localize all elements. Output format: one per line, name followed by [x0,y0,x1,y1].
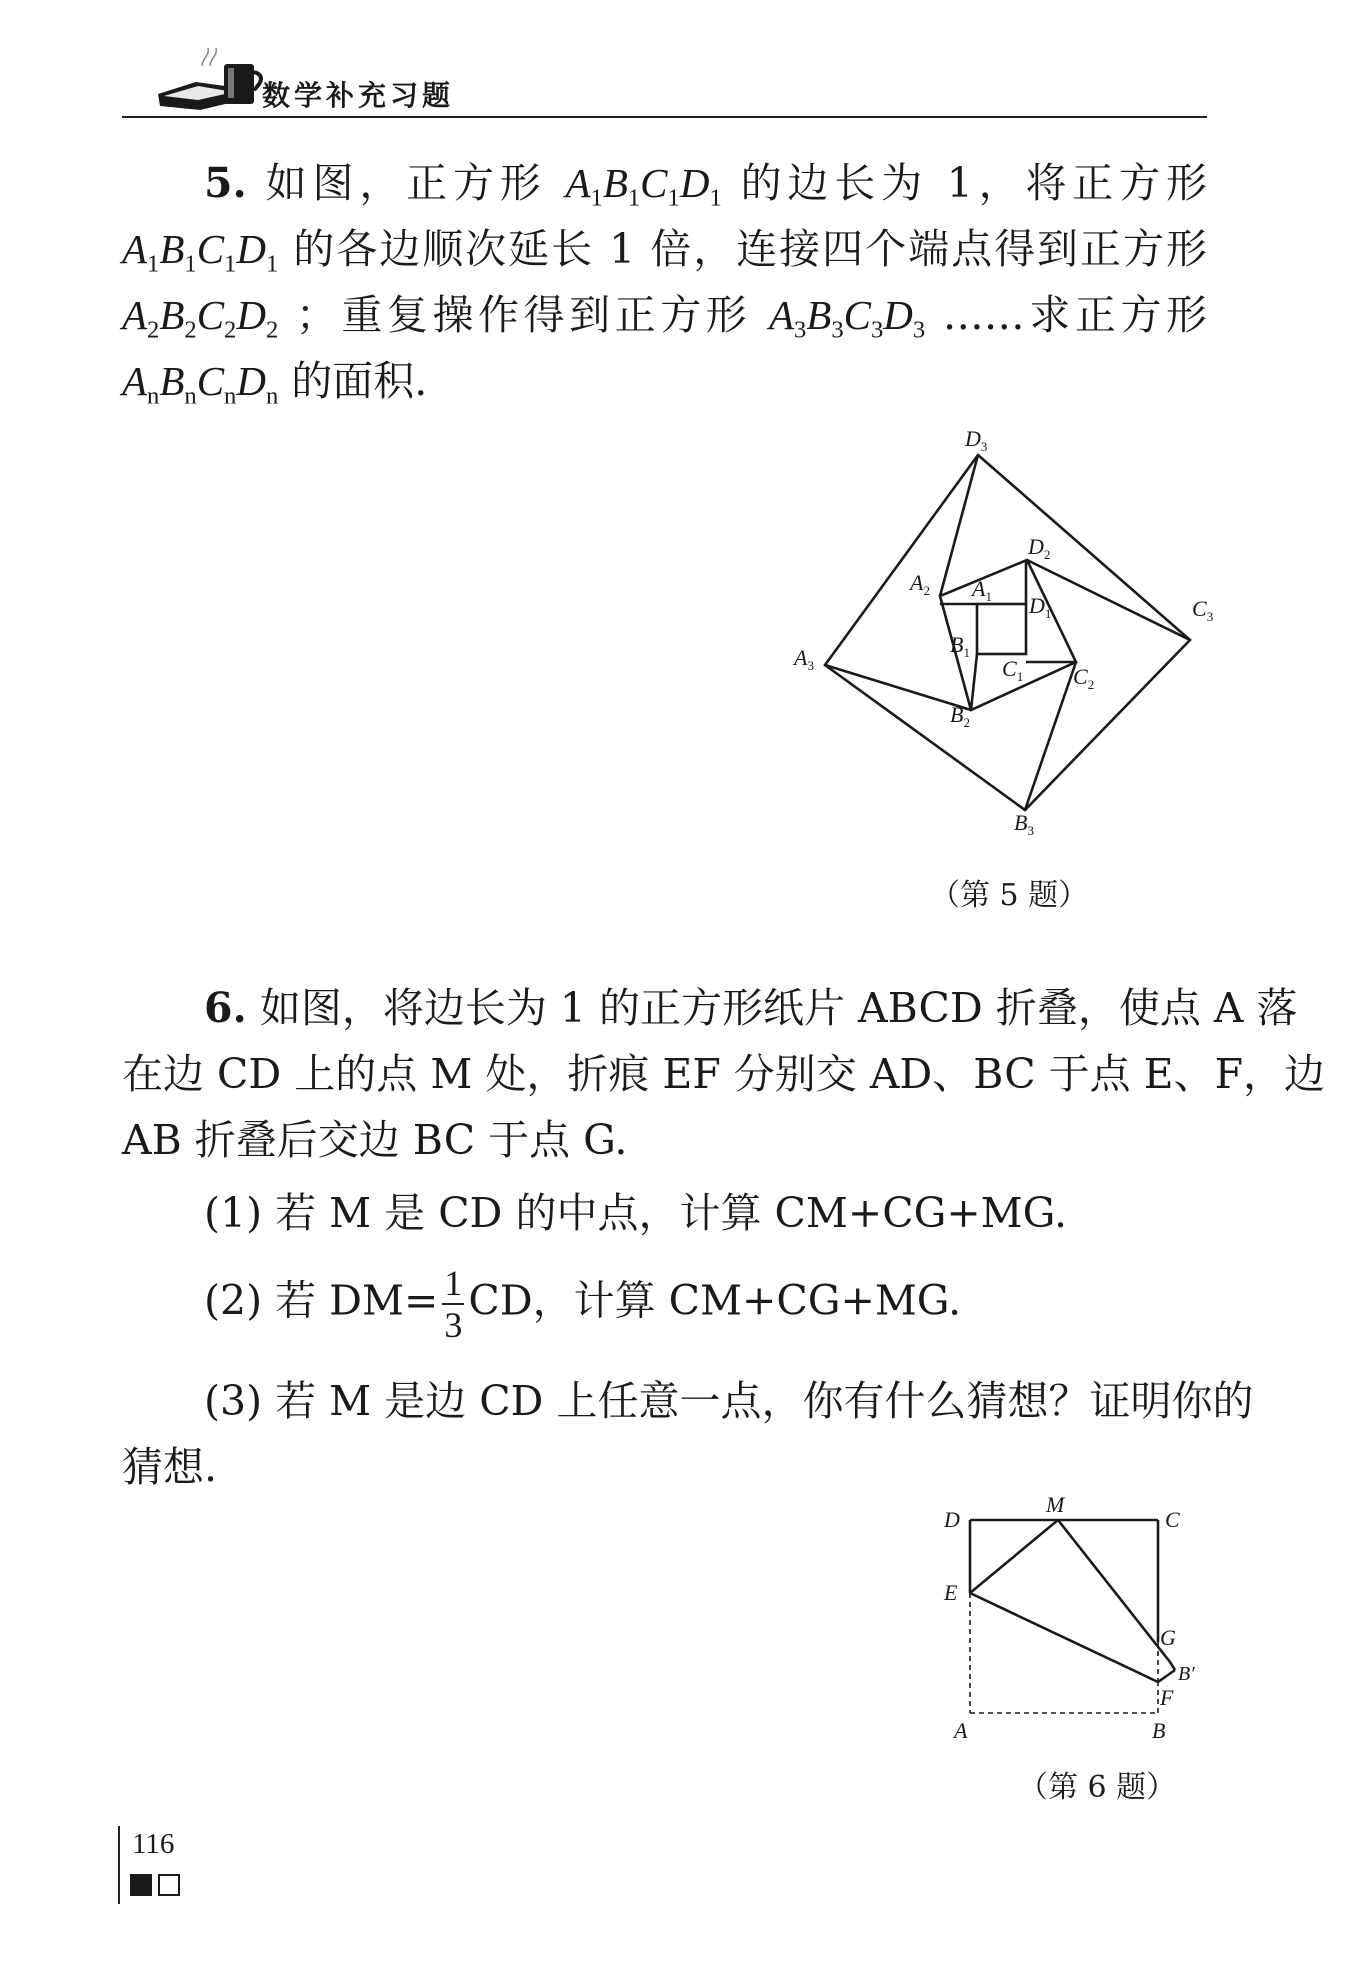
q5-text-2: 的边长为 1，将正方形 [740,159,1207,207]
q5-text-4: ；重复操作得到正方形 [295,291,752,339]
q6-part-2-text [122,1265,1207,1343]
q6-part-2-suffix: CD，计算 CM+CG+MG. [468,1276,962,1325]
header-title: 数学补充习题 [262,79,455,112]
label-c3: $C_3$ [1192,596,1214,624]
label-a3: $A_3$ [794,645,814,673]
label-c2: $C_2$ [1073,664,1095,692]
q6-part-2 [122,1265,1207,1343]
label-a: A [954,1718,968,1743]
label-c: C [1165,1507,1180,1532]
label-g: G [1160,1625,1176,1650]
label-d2: $D_2$ [1028,534,1051,562]
q6-text-1: 如图，将边长为 1 的正方形纸片 ABCD 折叠，使点 A 落 [259,984,1298,1032]
square-3 [825,455,1190,810]
fraction-one-third [442,1265,464,1343]
label-e: E [944,1580,958,1605]
figure-5-diagram [780,420,1220,840]
fraction-denominator: 3 [444,1305,463,1345]
label-b1: $B_1$ [950,632,970,660]
figure-6-caption: （第 6 题） [1018,1770,1177,1805]
q5-line-3 [122,282,1207,348]
q6-part-1-text: (1) 若 M 是 CD 的中点，计算 CM+CG+MG. [204,1189,1067,1237]
label-d3: $D_3$ [965,426,988,454]
label-f: F [1160,1685,1174,1710]
square-a1b1c1d1: $A_1B_1C_1D_1$ [565,160,722,212]
q6-part-3 [122,1368,1254,1500]
book-and-cup-icon [150,40,270,116]
label-d: D [944,1507,960,1532]
q6-line-3: AB 折叠后交边 BC 于点 G. [122,1116,628,1164]
label-a1: $A_1$ [972,576,992,604]
q6-part-3-text-2: 猜想. [122,1443,218,1491]
q6-line-1 [122,975,1298,1041]
square-anbncndn: $A_nB_nC_nD_n$ [122,358,279,410]
q5-text-1: 如图，正方形 [265,159,547,207]
square-a2b2c2d2: $A_2B_2C_2D_2$ [122,292,279,344]
label-c1: $C_1$ [1002,656,1024,684]
empty-square-icon [158,1874,180,1896]
page-header [122,40,1207,122]
q6-part-1 [122,1180,1207,1246]
q6-number: 6. [204,984,247,1032]
label-b2: $B_2$ [950,702,970,730]
figure-5-caption: （第 5 题） [930,878,1089,913]
footer-rule [118,1826,120,1904]
label-m: M [1046,1492,1065,1517]
q5-text-6: 的面积. [291,357,428,405]
label-a2: $A_2$ [910,570,930,598]
label-b: B [1152,1718,1166,1743]
q5-text-3: 的各边顺次延长 1 倍，连接四个端点得到正方形 [293,225,1207,273]
figure-6-diagram [930,1490,1195,1750]
label-b-prime: B′ [1178,1663,1195,1685]
figure-5 [780,420,1220,840]
square-a1b1c1d1: $A_1B_1C_1D_1$ [122,226,279,278]
header-rule [122,116,1207,118]
page-number: 116 [132,1828,175,1860]
label-b3: $B_3$ [1014,810,1034,838]
q5-text-5: ……求正方形 [942,291,1207,339]
filled-square-icon [130,1874,152,1896]
figure-6 [930,1490,1195,1750]
q6-part-3-text: (3) 若 M 是边 CD 上任意一点，你有什么猜想？证明你的 [204,1377,1254,1425]
fraction-numerator: 1 [444,1263,463,1303]
question-5 [122,150,1207,414]
q5-line-1 [122,150,1207,216]
q5-line-2 [122,216,1207,282]
q5-line-4 [122,348,1207,414]
question-6 [122,975,1326,1173]
q5-number: 5. [204,159,247,207]
q6-part-2-prefix: (2) 若 DM= [204,1276,439,1325]
square-1 [977,604,1026,654]
q6-line-2: 在边 CD 上的点 M 处，折痕 EF 分别交 AD、BC 于点 E、F，边 [122,1050,1326,1098]
square-a3b3c3d3: $A_3B_3C_3D_3$ [768,292,926,344]
label-d1: $D_1$ [1029,593,1052,621]
